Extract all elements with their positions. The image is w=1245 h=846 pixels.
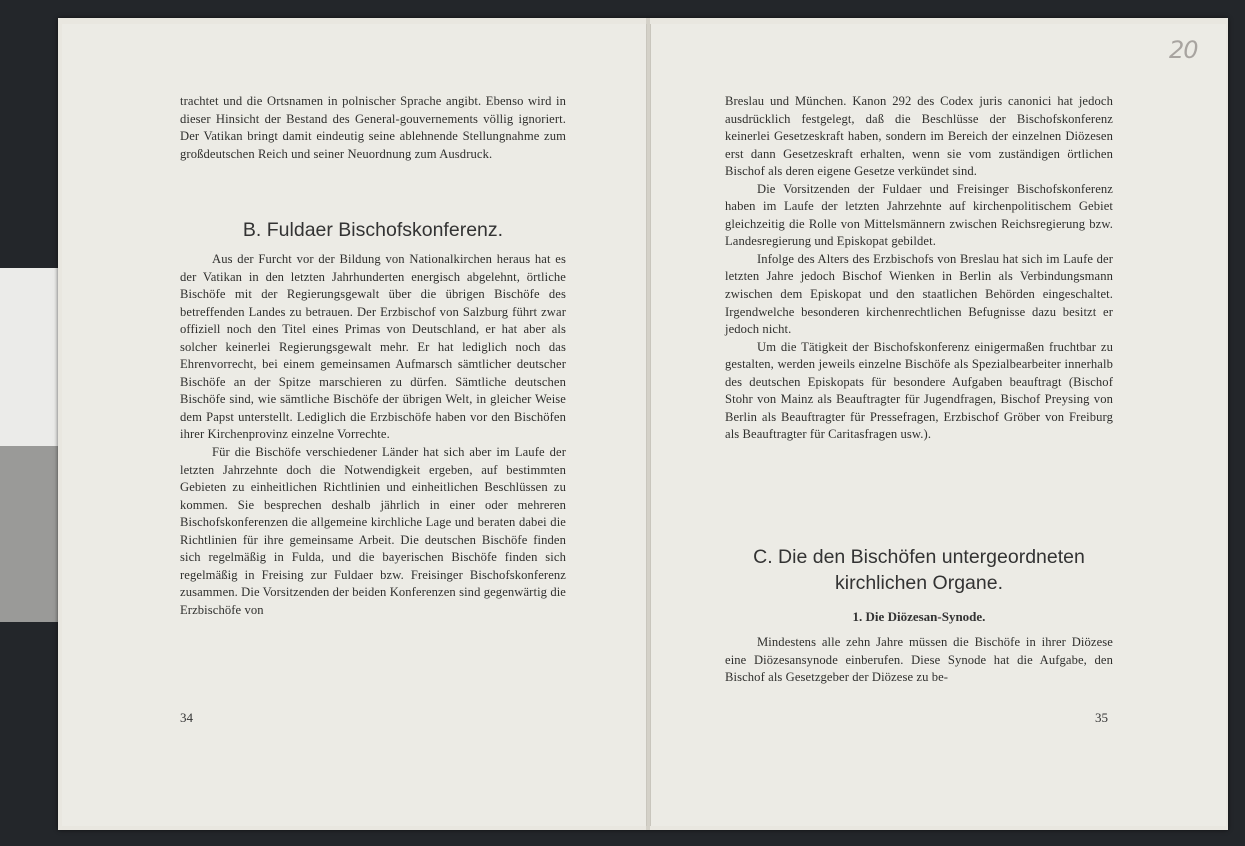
right-body-block <box>725 93 1113 444</box>
subheading-dioezesan-synode: 1. Die Diözesan-Synode. <box>852 609 986 624</box>
left-top-paragraph: trachtet und die Ortsnamen in polnischer Sprache angibt. Ebenso wird in dieser Hinsicht der Bestand des General-gouvernements völlig ignoriert. Der Vatikan bringt damit eindeutig seine ablehnende Stellungnahme zum großdeutschen Reich und seiner Neuordnung zum Ausdruck. <box>180 94 566 161</box>
background-gray-stripe <box>0 446 60 622</box>
left-top-paragraph-block <box>180 93 566 163</box>
left-page <box>62 24 647 826</box>
page-number-left: 34 <box>180 710 193 725</box>
background-white-stripe <box>0 268 60 446</box>
section-heading-c-line-2: kirchlichen Organe. <box>835 572 1003 594</box>
left-paragraph-1: Aus der Furcht vor der Bildung von Nationalkirchen heraus hat es der Vatikan in den letzten Jahrhunderten energisch abgelehnt, örtliche Bischöfe mit der Regierungsgewalt über die übrigen Bischöfe des betreffenden Landes zu betrauen. Der Erzbischof von Salzburg führt zwar offiziell noch den Titel eines Primas von Deutschland, er hat aber als solcher keinerlei Regierungsgewalt mehr. Er hat lediglich noch das Ehrenvorrecht, bei einem gemeinsamen Aufmarsch sämtlicher deutscher Bischöfe an der Spitze marschieren zu dürfen. Sämtliche deutschen Bischöfe sind, wie sämtliche Bischöfe der übrigen Welt, in gleicher Weise dem Papst unterstellt. Lediglich die Erzbischöfe haben vor den Bischöfen ihrer Kirchenprovinz einzelne Vorrechte. <box>180 252 566 442</box>
right-paragraph-2: Die Vorsitzenden der Fuldaer und Freisinger Bischofskonferenz haben im Laufe der letzten Jahrzehnte auf kirchenpolitischem Gebiet gleichzeitig die Rolle von Mittelsmännern zwischen Reichsregierung bzw. Landesregierung und Episkopat gebildet. <box>725 181 1113 249</box>
section-heading-c-line-1: C. Die den Bischöfen untergeordneten <box>753 546 1085 568</box>
right-paragraph-4: Um die Tätigkeit der Bischofskonferenz einigermaßen fruchtbar zu gestalten, werden jeweils einzelne Bischöfe als Spezialbearbeiter innerhalb des deutschen Episkopats für besondere Aufgaben beauftragt (Bischof Stohr von Mainz als Beauftragter für Jugendfragen, Bischof Preysing von Berlin als Beauftragter für Pressefragen, Erzbischof Gröber von Freiburg als Beauftragter für Caritasfragen usw.). <box>725 339 1113 442</box>
right-paragraph-3: Infolge des Alters des Erzbischofs von Breslau hat sich im Laufe der letzten Jahre jedoch Bischof Wienken in Berlin als Verbindungsmann zwischen dem Episkopat und den staatlichen Behörden eingeschaltet. Irgendwelche besonderen kirchenrechtlichen Befugnisse dazu besitzt er jedoch nicht. <box>725 251 1113 337</box>
handwritten-page-number: 20 <box>1169 36 1198 64</box>
open-book <box>58 18 1228 830</box>
right-final-block <box>725 634 1113 687</box>
left-body-block <box>180 251 566 619</box>
section-heading-b: B. Fuldaer Bischofskonferenz. <box>242 219 504 241</box>
right-page <box>650 24 1226 826</box>
left-paragraph-2: Für die Bischöfe verschiedener Länder hat sich aber im Laufe der letzten Jahrzehnte doch die Notwendigkeit ergeben, auf bestimmten Gebieten zu einheitlichen Richtlinien und einheitlichen Beschlüssen zu kommen. Sie besprechen deshalb jährlich in einer oder mehreren Bischofskonferenzen die allgemeine kirchliche Lage und beraten dabei die Richtlinien für ihre gemeinsame Arbeit. Die deutschen Bischöfe finden sich regelmäßig in Fulda, und die bayerischen Bischöfe finden sich regelmäßig in Freising zur Fuldaer bzw. Freisinger Bischofskonferenz zusammen. Die Vorsitzenden der beiden Konferenzen sind gegenwärtig die Erzbischöfe von <box>180 445 566 617</box>
right-paragraph-5: Mindestens alle zehn Jahre müssen die Bischöfe in ihrer Diözese eine Diözesansynode einberufen. Diese Synode hat die Aufgabe, den Bischof als Gesetzgeber der Diözese zu be- <box>725 635 1113 685</box>
page-number-right: 35 <box>1095 710 1108 725</box>
section-heading-c <box>725 544 1113 596</box>
right-paragraph-1: Breslau und München. Kanon 292 des Codex juris canonici hat jedoch ausdrücklich festgelegt, daß die Beschlüsse der Bischofskonferenz keinerlei Gesetzeskraft haben, sondern im Bereich der einzelnen Diözesen erst dann Gesetzeskraft erhalten, wenn sie vom zuständigen örtlichen Bischof als deren eigene Gesetze verkündet sind. <box>725 94 1113 179</box>
